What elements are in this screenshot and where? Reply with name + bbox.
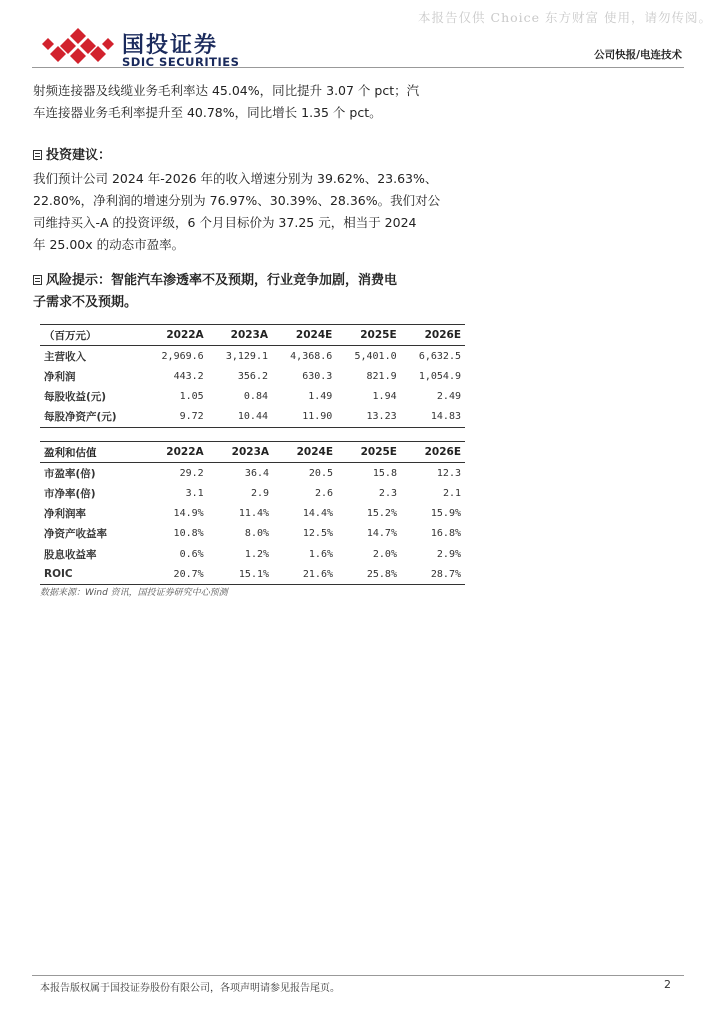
- header-divider: [32, 67, 684, 68]
- copyright-footer: 本报告版权属于国投证券股份有限公司，各项声明请参见报告尾页。: [40, 983, 340, 994]
- table-cell: 10.44: [208, 407, 272, 428]
- investment-line: 我们预计公司 2024 年-2026 年的收入增速分别为 39.62%、23.63%、: [33, 171, 438, 186]
- table-cell: 28.7%: [401, 564, 465, 585]
- table-cell: 1.2%: [244, 548, 270, 560]
- investment-paragraph: [33, 168, 468, 256]
- table-header-cell: 2024E: [272, 325, 336, 346]
- intro-paragraph: [33, 80, 468, 124]
- investment-title: 投资建议：: [46, 148, 112, 163]
- table-cell: 15.9%: [430, 508, 461, 520]
- row-label: 每股净资产(元): [40, 407, 143, 428]
- table-cell: 21.6%: [273, 564, 337, 585]
- table-cell: 1.05: [179, 391, 204, 403]
- table-cell: 2.0%: [372, 548, 397, 560]
- financial-summary-table: [40, 324, 465, 428]
- row-label: 净利润率: [44, 508, 86, 521]
- table-row: [40, 463, 465, 484]
- table-cell: 14.9%: [173, 508, 204, 520]
- data-source-note: 数据来源：Wind 资讯，国投证券研究中心预测: [40, 588, 228, 598]
- table-cell: 6,632.5: [418, 350, 461, 362]
- table-cell: 11.90: [272, 407, 336, 428]
- table-cell: 16.8%: [430, 528, 461, 540]
- document-icon: [33, 275, 42, 285]
- table-cell: 2.9: [250, 487, 270, 499]
- row-label: 净利润: [44, 370, 76, 383]
- table-cell: 2.6: [314, 487, 333, 499]
- table-row: [40, 504, 465, 524]
- document-icon: [33, 150, 42, 160]
- table-cell: 14.7%: [366, 528, 397, 540]
- row-label: 股息收益率: [44, 548, 97, 561]
- intro-line: 射频连接器及线缆业务毛利率达 45.04%，同比提升 3.07 个 pct；汽: [33, 83, 420, 98]
- table-cell: 2.9%: [436, 548, 461, 560]
- table-cell: 2.3: [378, 487, 397, 499]
- row-label: ROIC: [40, 564, 142, 585]
- table-header-cell: 2026E: [401, 442, 465, 463]
- table-cell: 3,129.1: [225, 350, 268, 362]
- table-cell: 20.5: [308, 467, 333, 479]
- table-header-row: [40, 442, 465, 463]
- table-header-cell: 2023A: [208, 442, 273, 463]
- table-cell: 15.2%: [366, 508, 397, 520]
- table-cell: 12.5%: [302, 528, 333, 540]
- report-category: 公司快报/电连技术: [594, 49, 682, 61]
- table-cell: 4,368.6: [290, 350, 333, 362]
- table-cell: 9.72: [143, 407, 207, 428]
- investment-heading: [33, 145, 468, 167]
- table-cell: 29.2: [179, 467, 204, 479]
- table-cell: 1,054.9: [418, 370, 461, 382]
- row-label: 主营收入: [44, 350, 86, 363]
- table-row: [40, 524, 465, 544]
- table-header-cell: （百万元）: [40, 325, 143, 346]
- table-cell: 3.1: [185, 487, 204, 499]
- table-cell: 0.6%: [179, 548, 204, 560]
- investment-line: 年 25.00x 的动态市盈率。: [33, 237, 185, 252]
- table-header-cell: 2025E: [337, 442, 401, 463]
- table-cell: 356.2: [237, 370, 268, 382]
- table-cell: 11.4%: [238, 508, 270, 520]
- page-number: 2: [664, 978, 671, 991]
- sdic-logo: [40, 26, 240, 69]
- investment-line: 22.80%，净利润的增速分别为 76.97%、30.39%、28.36%。我们对公: [33, 193, 441, 208]
- table-header-cell: 2022A: [142, 442, 207, 463]
- table-row: [40, 407, 465, 428]
- table-header-row: [40, 325, 465, 346]
- table-cell: 8.0%: [244, 528, 270, 540]
- table-cell: 0.84: [243, 391, 268, 403]
- table-header-cell: 2023A: [208, 325, 272, 346]
- row-label: 市盈率(倍): [44, 467, 96, 480]
- table-cell: 36.4: [244, 467, 270, 479]
- logo-english-name: SDIC SECURITIES: [122, 55, 240, 69]
- table-cell: 2,969.6: [161, 350, 204, 362]
- valuation-table: [40, 441, 465, 585]
- table-row: [40, 387, 465, 407]
- row-label: 净资产收益率: [44, 528, 107, 541]
- table-cell: 5,401.0: [354, 350, 397, 362]
- table-cell: 1.49: [308, 391, 333, 403]
- table-cell: 12.3: [436, 467, 461, 479]
- row-label: 每股收益(元): [44, 391, 107, 404]
- table-header-cell: 2025E: [336, 325, 400, 346]
- table-cell: 14.4%: [302, 508, 333, 520]
- table-row: [40, 544, 465, 564]
- table-cell: 2.49: [436, 391, 461, 403]
- table-row: [40, 483, 465, 503]
- table-cell: 10.8%: [173, 528, 204, 540]
- risk-line: 风险提示：智能汽车渗透率不及预期，行业竞争加剧，消费电: [46, 273, 398, 288]
- row-label: 市净率(倍): [44, 487, 96, 500]
- table-cell: 443.2: [173, 370, 204, 382]
- investment-line: 司维持买入-A 的投资评级，6 个月目标价为 37.25 元，相当于 2024: [33, 215, 417, 230]
- table-header-cell: 2022A: [143, 325, 207, 346]
- table-cell: 20.7%: [142, 564, 207, 585]
- table-cell: 2.1: [442, 487, 461, 499]
- table-cell: 15.8: [372, 467, 397, 479]
- table-row: [40, 366, 465, 386]
- table-cell: 14.83: [401, 407, 465, 428]
- table-cell: 1.6%: [308, 548, 333, 560]
- table-row: [40, 346, 465, 367]
- table-cell: 821.9: [366, 370, 397, 382]
- footer-divider: [32, 975, 684, 976]
- table-header-cell: 2026E: [401, 325, 465, 346]
- table-cell: 25.8%: [337, 564, 401, 585]
- risk-line: 子需求不及预期。: [33, 295, 138, 310]
- watermark: 本报告仅供 Choice 东方财富 使用，请勿传阅。: [418, 10, 712, 25]
- table-cell: 13.23: [336, 407, 400, 428]
- sdic-diamond-logo-icon: [40, 28, 116, 64]
- table-cell: 630.3: [302, 370, 333, 382]
- table-cell: 1.94: [372, 391, 397, 403]
- logo-chinese-name: 国投证券: [122, 33, 219, 58]
- risk-heading: [33, 270, 468, 314]
- intro-line: 车连接器业务毛利率提升至 40.78%，同比增长 1.35 个 pct。: [33, 105, 382, 120]
- table-cell: 15.1%: [208, 564, 273, 585]
- table-header-cell: 盈利和估值: [40, 442, 142, 463]
- table-header-cell: 2024E: [273, 442, 337, 463]
- table-row: [40, 564, 465, 585]
